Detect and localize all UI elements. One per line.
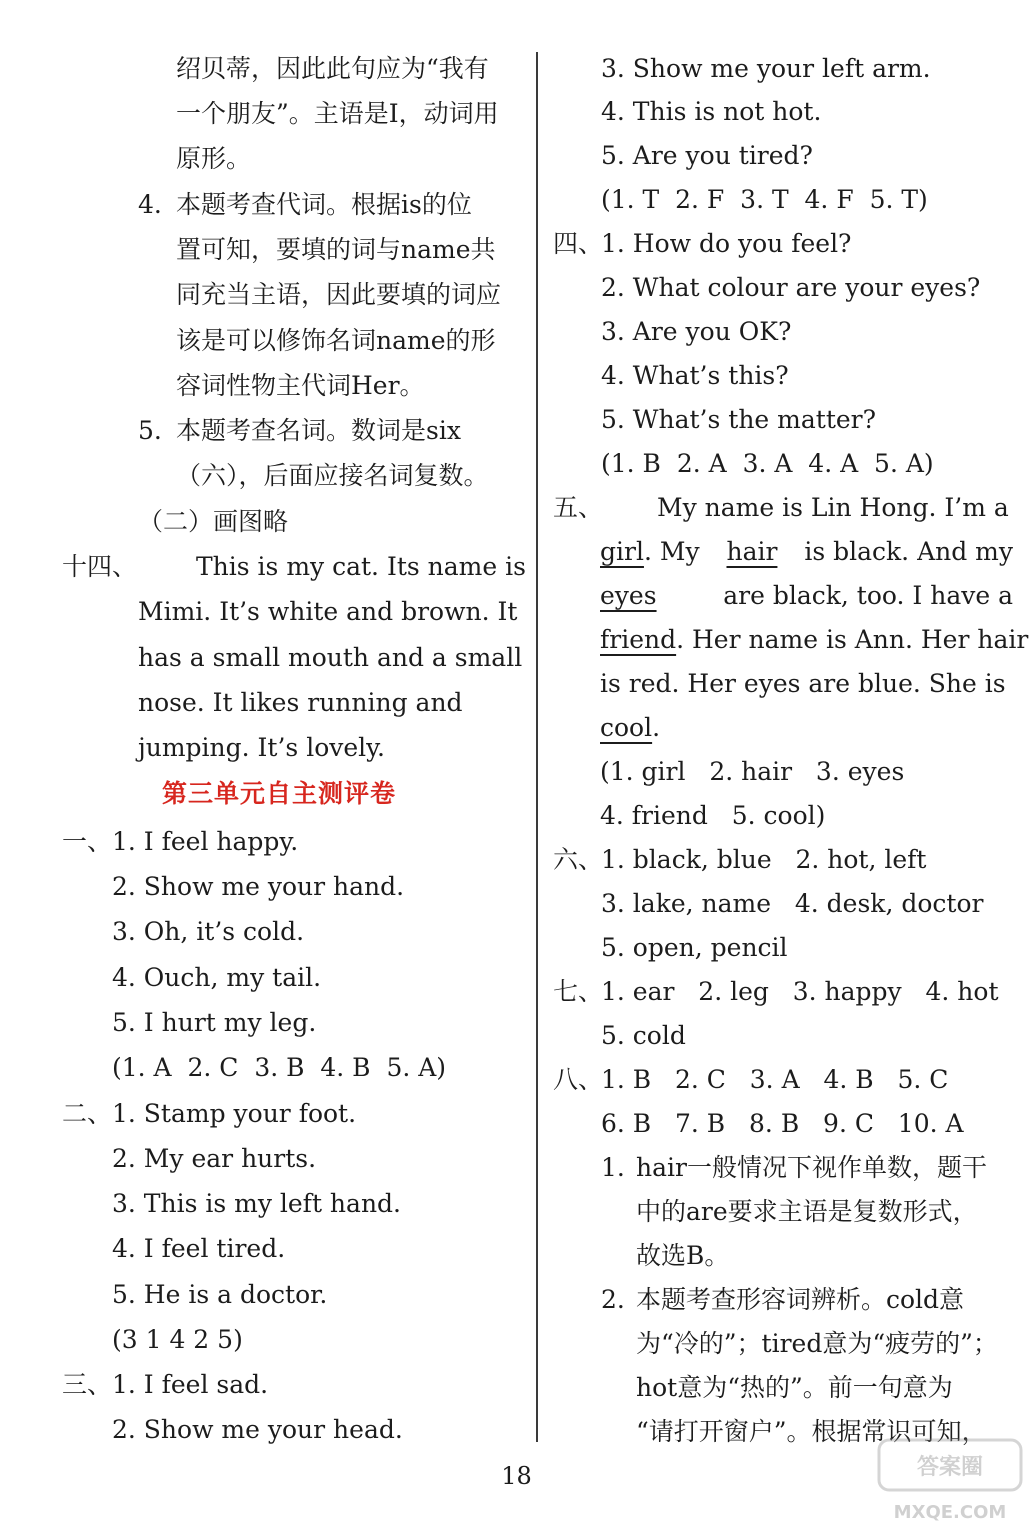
list-item: 2. Show me your hand. <box>112 872 405 901</box>
section-heading: 七、 <box>553 977 604 1006</box>
section-heading: 八、 <box>553 1065 604 1094</box>
text-line: 该是可以修饰名词name的形 <box>176 326 496 355</box>
list-item: 2. My ear hurts. <box>112 1144 317 1173</box>
section-heading: 六、 <box>553 845 604 874</box>
passage-fragment: is black. And my <box>804 537 1013 566</box>
answer-key: (1. A 2. C 3. B 4. B 5. A) <box>112 1053 447 1082</box>
item-number: 2. <box>601 1285 625 1314</box>
section-heading: 二、 <box>62 1099 113 1128</box>
list-item: 3. Show me your left arm. <box>601 54 931 83</box>
list-item: 3. This is my left hand. <box>112 1189 401 1218</box>
text-line: hot意为“热的”。前一句意为 <box>636 1373 953 1402</box>
section-heading: 三、 <box>62 1370 113 1399</box>
text-line: 原形。 <box>176 144 252 173</box>
list-item: 1. How do you feel? <box>601 229 852 258</box>
unit-test-title: 第三单元自主测评卷 <box>162 779 397 808</box>
item-number: 1. <box>601 1153 625 1182</box>
text-line: 本题考查形容词辨析。cold意 <box>636 1285 965 1314</box>
section-heading: 十四、 <box>62 552 138 581</box>
blank-answer: eyes <box>600 581 657 610</box>
blank-answer: cool <box>600 713 653 742</box>
text-line: 本题考查代词。根据is的位 <box>176 190 472 219</box>
watermark-url: MXQE.COM <box>893 1502 1007 1523</box>
section-heading: 一、 <box>62 827 113 856</box>
passage-line <box>600 624 1029 656</box>
list-item: 1. I feel sad. <box>112 1370 269 1399</box>
list-item: 1. Stamp your foot. <box>112 1099 357 1128</box>
text-line: This is my cat. Its name is <box>196 552 526 581</box>
list-item: 4. I feel tired. <box>112 1234 286 1263</box>
section-heading: 五、 <box>553 493 604 522</box>
text-line: 一个朋友”。主语是I，动词用 <box>176 99 499 128</box>
watermark-logo <box>875 1436 1025 1526</box>
list-item: 5. I hurt my leg. <box>112 1008 317 1037</box>
list-item: 3. Oh, it’s cold. <box>112 917 305 946</box>
blank-answer: friend <box>600 625 677 654</box>
list-item: 2. What colour are your eyes? <box>601 273 981 302</box>
list-item: 5. He is a doctor. <box>112 1280 328 1309</box>
list-item: 5. Are you tired? <box>601 141 813 170</box>
list-item: 1. ear 2. leg 3. happy 4. hot <box>601 977 999 1006</box>
list-item: 3. lake, name 4. desk, doctor <box>601 889 984 918</box>
text-line: 同充当主语，因此要填的词应 <box>176 280 502 309</box>
answer-key: (3 1 4 2 5) <box>112 1325 243 1354</box>
list-item: 5. What’s the matter? <box>601 405 877 434</box>
passage-line <box>600 580 1013 612</box>
text-line: “请打开窗户”。根据常识可知， <box>636 1417 987 1446</box>
text-line: hair一般情况下视作单数，题干 <box>636 1153 987 1182</box>
passage-fragment: are black, too. I have a <box>723 581 1013 610</box>
list-item: 2. Show me your head. <box>112 1415 403 1444</box>
text-line: （二）画图略 <box>138 507 289 536</box>
text-line: （六），后面应接名词复数。 <box>176 461 489 490</box>
list-item: 1. I feel happy. <box>112 827 299 856</box>
blank-answer: hair <box>726 537 778 566</box>
list-item: 4. Ouch, my tail. <box>112 963 322 992</box>
list-item: 5. cold <box>601 1021 686 1050</box>
text-line: 本题考查名词。数词是six <box>176 416 461 445</box>
text-line: 故选B。 <box>636 1241 730 1270</box>
text-line: Mimi. It’s white and brown. It <box>138 597 518 626</box>
answer-key: (1. girl 2. hair 3. eyes <box>600 757 905 786</box>
passage-fragment: . Her name is Ann. Her hair <box>676 625 1029 654</box>
text-line: nose. It likes running and <box>138 688 463 717</box>
passage-line <box>600 536 1013 568</box>
page-number: 18 <box>501 1462 532 1490</box>
answer-key: (1. B 2. A 3. A 4. A 5. A) <box>601 449 934 478</box>
answer-key: 6. B 7. B 8. B 9. C 10. A <box>601 1109 964 1138</box>
blank-answer: girl <box>600 537 644 566</box>
list-item: 3. Are you OK? <box>601 317 792 346</box>
answer-key: 4. friend 5. cool) <box>600 801 826 830</box>
item-number: 5. <box>138 416 162 445</box>
list-item: 4. What’s this? <box>601 361 789 390</box>
text-line: 为“冷的”；tired意为“疲劳的”； <box>636 1329 998 1358</box>
list-item: 4. This is not hot. <box>601 97 822 126</box>
text-line: has a small mouth and a small <box>138 643 523 672</box>
list-item: 1. black, blue 2. hot, left <box>601 845 927 874</box>
text-line: 中的are要求主语是复数形式， <box>636 1197 978 1226</box>
text-line: 绍贝蒂，因此此句应为“我有 <box>176 54 489 83</box>
text-line: 置可知，要填的词与name共 <box>176 235 496 264</box>
passage-line: cool. <box>600 713 661 742</box>
passage-fragment: girl. My <box>600 537 700 566</box>
section-heading: 四、 <box>553 229 604 258</box>
column-divider <box>536 52 538 1442</box>
answer-key: 1. B 2. C 3. A 4. B 5. C <box>601 1065 949 1094</box>
passage-line: is red. Her eyes are blue. She is <box>600 669 1006 698</box>
answer-key: (1. T 2. F 3. T 4. F 5. T) <box>601 185 928 214</box>
passage-line: My name is Lin Hong. I’m a <box>657 493 1009 522</box>
text-line: 容词性物主代词Her。 <box>176 371 425 400</box>
text-line: jumping. It’s lovely. <box>138 733 385 762</box>
watermark-text: 答案圈 <box>916 1455 984 1480</box>
item-number: 4. <box>138 190 162 219</box>
list-item: 5. open, pencil <box>601 933 788 962</box>
